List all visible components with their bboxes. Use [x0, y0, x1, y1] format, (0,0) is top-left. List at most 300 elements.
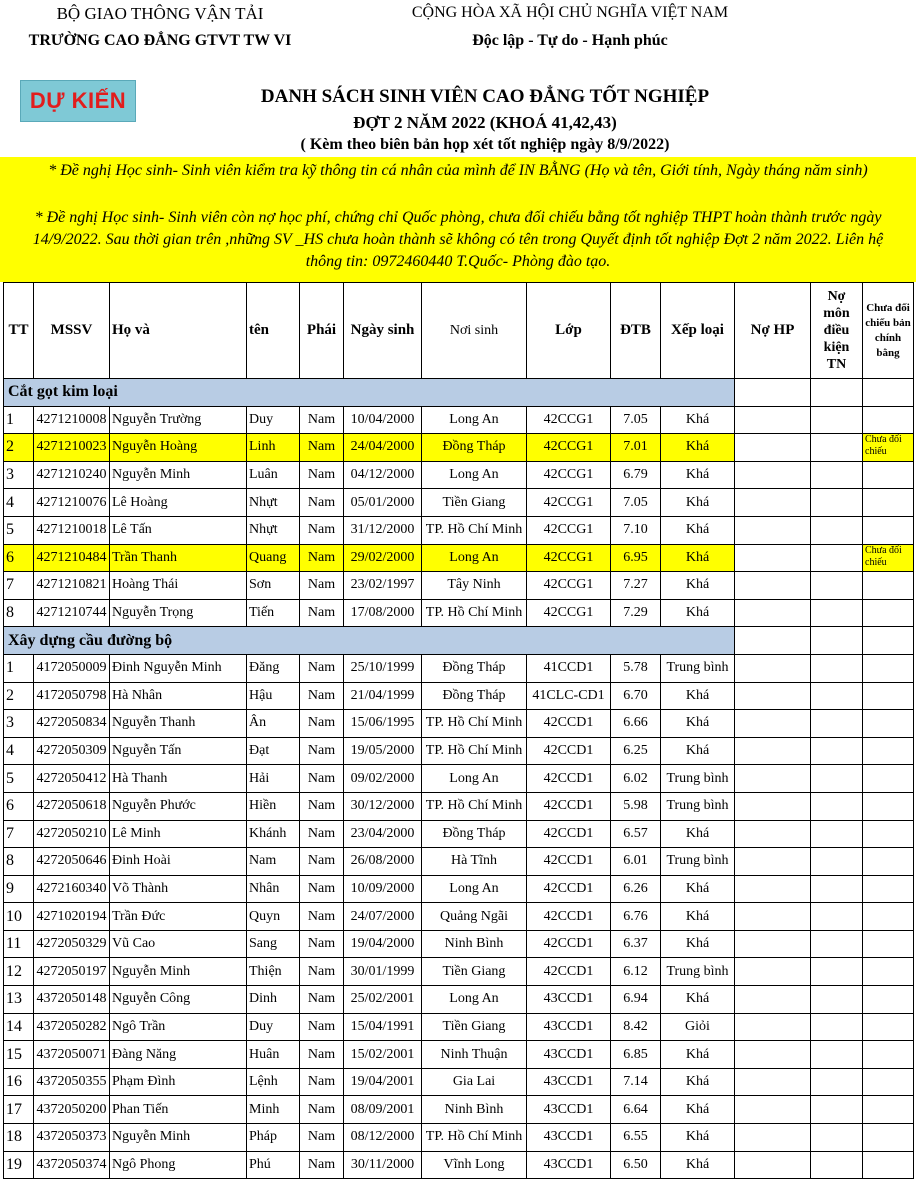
cell-mssv: 4271020194: [34, 903, 110, 931]
cell-ngaysinh: 23/04/2000: [344, 820, 422, 848]
cell-ngaysinh: 10/09/2000: [344, 875, 422, 903]
cell-tt: 16: [4, 1068, 34, 1096]
cell-phai: Nam: [300, 1013, 344, 1041]
cell-dtb: 7.27: [611, 572, 661, 600]
cell-ngaysinh: 15/06/1995: [344, 710, 422, 738]
cell-xeploai: Khá: [661, 930, 735, 958]
cell-note: Chưa đối chiếu: [863, 544, 914, 572]
cell-note: [863, 516, 914, 544]
cell-tt: 12: [4, 958, 34, 986]
cell-phai: Nam: [300, 765, 344, 793]
cell-nomon: [811, 710, 863, 738]
cell-dtb: 7.01: [611, 434, 661, 462]
cell-nomon: [811, 820, 863, 848]
cell-noisinh: Long An: [422, 461, 527, 489]
cell-mssv: 4172050798: [34, 682, 110, 710]
cell-tt: 2: [4, 434, 34, 462]
cell-tt: 15: [4, 1041, 34, 1069]
cell-ho: Nguyễn Minh: [110, 1124, 247, 1152]
cell-note: [863, 1013, 914, 1041]
table-row: [4, 958, 914, 986]
cell-nomon: [811, 406, 863, 434]
cell-noisinh: Đồng Tháp: [422, 434, 527, 462]
cell-phai: Nam: [300, 516, 344, 544]
cell-tt: 5: [4, 516, 34, 544]
cell-tt: 2: [4, 682, 34, 710]
cell-nomon: [811, 544, 863, 572]
cell-tt: 4: [4, 489, 34, 517]
cell-note: [863, 1151, 914, 1179]
cell-dtb: 8.42: [611, 1013, 661, 1041]
cell-ho: Nguyễn Minh: [110, 958, 247, 986]
cell-nohp: [735, 544, 811, 572]
cell-noisinh: Long An: [422, 765, 527, 793]
table-row: [4, 710, 914, 738]
cell-ngaysinh: 10/04/2000: [344, 406, 422, 434]
republic-name: CỘNG HÒA XÃ HỘI CHỦ NGHĨA VIỆT NAM: [411, 4, 729, 21]
cell-nohp: [735, 930, 811, 958]
cell-nomon: [811, 737, 863, 765]
cell-lop: 42CCD1: [527, 710, 611, 738]
cell-phai: Nam: [300, 1068, 344, 1096]
cell-noisinh: Hà Tĩnh: [422, 848, 527, 876]
cell-nohp: [735, 875, 811, 903]
cell-lop: 41CCD1: [527, 654, 611, 682]
cell-noisinh: Gia Lai: [422, 1068, 527, 1096]
cell-dtb: 6.01: [611, 848, 661, 876]
cell-noisinh: TP. Hồ Chí Minh: [422, 710, 527, 738]
cell-noisinh: Đồng Tháp: [422, 820, 527, 848]
cell-lop: 42CCG1: [527, 489, 611, 517]
col-nohp: Nợ HP: [735, 283, 811, 379]
cell-note: [863, 489, 914, 517]
cell-mssv: 4372050071: [34, 1041, 110, 1069]
cell-ho: Nguyễn Phước: [110, 792, 247, 820]
cell-xeploai: Khá: [661, 682, 735, 710]
cell-phai: Nam: [300, 572, 344, 600]
cell-nomon: [811, 434, 863, 462]
table-row: [4, 848, 914, 876]
cell-tt: 6: [4, 792, 34, 820]
cell-note: [863, 1041, 914, 1069]
cell-nomon: [811, 654, 863, 682]
cell-phai: Nam: [300, 544, 344, 572]
cell-ho: Nguyễn Thanh: [110, 710, 247, 738]
cell-tt: 7: [4, 820, 34, 848]
table-row: [4, 1041, 914, 1069]
cell-xeploai: Khá: [661, 544, 735, 572]
cell-dtb: 6.94: [611, 986, 661, 1014]
cell-ho: Hà Thanh: [110, 765, 247, 793]
cell-note: [863, 1124, 914, 1152]
table-row: [4, 737, 914, 765]
cell-mssv: 4271210018: [34, 516, 110, 544]
cell-xeploai: Khá: [661, 875, 735, 903]
cell-dtb: 6.55: [611, 1124, 661, 1152]
cell-nomon: [811, 958, 863, 986]
cell-note: [863, 986, 914, 1014]
cell-note: Chưa đối chiếu: [863, 434, 914, 462]
cell-phai: Nam: [300, 986, 344, 1014]
table-row: [4, 792, 914, 820]
cell-note: [863, 599, 914, 627]
cell-phai: Nam: [300, 599, 344, 627]
cell-mssv: 4272050646: [34, 848, 110, 876]
cell-ten: Pháp: [247, 1124, 300, 1152]
cell-dtb: 7.29: [611, 599, 661, 627]
cell-nohp: [735, 1068, 811, 1096]
cell-xeploai: Khá: [661, 820, 735, 848]
cell-ho: Ngô Trần: [110, 1013, 247, 1041]
table-row: [4, 930, 914, 958]
cell-note: [863, 765, 914, 793]
group-empty-cell: [863, 627, 914, 655]
table-body: [4, 379, 914, 1179]
cell-mssv: 4272050834: [34, 710, 110, 738]
cell-nohp: [735, 682, 811, 710]
cell-noisinh: Đồng Tháp: [422, 682, 527, 710]
cell-nohp: [735, 737, 811, 765]
cell-tt: 9: [4, 875, 34, 903]
cell-xeploai: Trung bình: [661, 654, 735, 682]
cell-nomon: [811, 682, 863, 710]
cell-nohp: [735, 1124, 811, 1152]
cell-noisinh: Long An: [422, 986, 527, 1014]
cell-note: [863, 875, 914, 903]
cell-nomon: [811, 489, 863, 517]
cell-mssv: 4271210076: [34, 489, 110, 517]
cell-mssv: 4271210008: [34, 406, 110, 434]
cell-phai: Nam: [300, 1041, 344, 1069]
cell-ten: Quang: [247, 544, 300, 572]
table-row: [4, 654, 914, 682]
cell-nomon: [811, 1096, 863, 1124]
cell-mssv: 4271210821: [34, 572, 110, 600]
cell-ten: Hậu: [247, 682, 300, 710]
table-row: [4, 1151, 914, 1179]
table-row: [4, 572, 914, 600]
cell-tt: 18: [4, 1124, 34, 1152]
group-header-row: [4, 379, 914, 407]
cell-lop: 42CCD1: [527, 765, 611, 793]
cell-xeploai: Khá: [661, 903, 735, 931]
cell-dtb: 5.78: [611, 654, 661, 682]
table-row: [4, 1013, 914, 1041]
cell-xeploai: Khá: [661, 737, 735, 765]
cell-nomon: [811, 1151, 863, 1179]
cell-phai: Nam: [300, 848, 344, 876]
notice-check-info: [0, 157, 916, 205]
cell-nohp: [735, 1096, 811, 1124]
cell-ngaysinh: 29/02/2000: [344, 544, 422, 572]
col-mssv: MSSV: [34, 283, 110, 379]
cell-lop: 43CCD1: [527, 986, 611, 1014]
cell-mssv: 4272050197: [34, 958, 110, 986]
col-ten: tên: [247, 283, 300, 379]
table-row: [4, 406, 914, 434]
cell-ngaysinh: 15/02/2001: [344, 1041, 422, 1069]
cell-mssv: 4272050412: [34, 765, 110, 793]
cell-nomon: [811, 848, 863, 876]
cell-dtb: 6.64: [611, 1096, 661, 1124]
cell-ngaysinh: 19/04/2000: [344, 930, 422, 958]
cell-ngaysinh: 21/04/1999: [344, 682, 422, 710]
cell-nomon: [811, 572, 863, 600]
table-row: [4, 986, 914, 1014]
cell-phai: Nam: [300, 737, 344, 765]
cell-lop: 43CCD1: [527, 1151, 611, 1179]
cell-phai: Nam: [300, 875, 344, 903]
cell-mssv: 4372050148: [34, 986, 110, 1014]
cell-ho: Phan Tiến: [110, 1096, 247, 1124]
cell-dtb: 6.76: [611, 903, 661, 931]
cell-ngaysinh: 26/08/2000: [344, 848, 422, 876]
cell-nomon: [811, 986, 863, 1014]
cell-ngaysinh: 30/01/1999: [344, 958, 422, 986]
cell-lop: 42CCG1: [527, 599, 611, 627]
cell-ngaysinh: 19/05/2000: [344, 737, 422, 765]
cell-phai: Nam: [300, 792, 344, 820]
cell-lop: 42CCD1: [527, 930, 611, 958]
cell-xeploai: Khá: [661, 516, 735, 544]
cell-tt: 1: [4, 654, 34, 682]
cell-lop: 42CCD1: [527, 820, 611, 848]
cell-note: [863, 461, 914, 489]
cell-nomon: [811, 792, 863, 820]
cell-ten: Thiện: [247, 958, 300, 986]
cell-tt: 17: [4, 1096, 34, 1124]
cell-ho: Phạm Đình: [110, 1068, 247, 1096]
cell-noisinh: Tây Ninh: [422, 572, 527, 600]
cell-xeploai: Khá: [661, 572, 735, 600]
table-row: [4, 875, 914, 903]
cell-ten: Đăng: [247, 654, 300, 682]
cell-dtb: 7.05: [611, 489, 661, 517]
cell-mssv: 4272160340: [34, 875, 110, 903]
cell-lop: 42CCG1: [527, 572, 611, 600]
table-row: [4, 599, 914, 627]
cell-nohp: [735, 489, 811, 517]
cell-mssv: 4172050009: [34, 654, 110, 682]
cell-ho: Vũ Cao: [110, 930, 247, 958]
cell-noisinh: Vĩnh Long: [422, 1151, 527, 1179]
cell-ten: Hiền: [247, 792, 300, 820]
cell-lop: 42CCG1: [527, 406, 611, 434]
cell-ngaysinh: 24/07/2000: [344, 903, 422, 931]
cell-xeploai: Trung bình: [661, 848, 735, 876]
cell-ngaysinh: 25/10/1999: [344, 654, 422, 682]
cell-xeploai: Trung bình: [661, 958, 735, 986]
cell-lop: 42CCD1: [527, 875, 611, 903]
cell-xeploai: Khá: [661, 1041, 735, 1069]
graduate-table: [3, 282, 914, 1179]
cell-ten: Lệnh: [247, 1068, 300, 1096]
cell-ten: Duy: [247, 1013, 300, 1041]
cell-nomon: [811, 1013, 863, 1041]
cell-tt: 3: [4, 710, 34, 738]
cell-ten: Luân: [247, 461, 300, 489]
cell-dtb: 6.02: [611, 765, 661, 793]
cell-note: [863, 572, 914, 600]
cell-ngaysinh: 30/12/2000: [344, 792, 422, 820]
table-row: [4, 903, 914, 931]
table-header-row: [4, 283, 914, 379]
notice-check-info-text: * Đề nghị Học sinh- Sinh viên kiểm tra kỹ thông tin cá nhân của mình để IN BẰNG (Họ và tên, Giới tính, Ngày tháng năm sinh): [48, 162, 868, 179]
cell-ten: Phú: [247, 1151, 300, 1179]
cell-dtb: 6.50: [611, 1151, 661, 1179]
cell-mssv: 4372050373: [34, 1124, 110, 1152]
cell-nomon: [811, 765, 863, 793]
cell-phai: Nam: [300, 903, 344, 931]
cell-lop: 42CCD1: [527, 737, 611, 765]
ministry-name: BỘ GIAO THÔNG VẬN TẢI: [56, 4, 264, 23]
cell-mssv: 4271210023: [34, 434, 110, 462]
cell-dtb: 6.25: [611, 737, 661, 765]
cell-phai: Nam: [300, 710, 344, 738]
cell-mssv: 4271210484: [34, 544, 110, 572]
cell-xeploai: Trung bình: [661, 765, 735, 793]
cell-ho: Ngô Phong: [110, 1151, 247, 1179]
cell-nohp: [735, 406, 811, 434]
cell-ngaysinh: 19/04/2001: [344, 1068, 422, 1096]
cell-dtb: 7.14: [611, 1068, 661, 1096]
cell-ngaysinh: 17/08/2000: [344, 599, 422, 627]
cell-noisinh: TP. Hồ Chí Minh: [422, 516, 527, 544]
cell-ngaysinh: 04/12/2000: [344, 461, 422, 489]
cell-ho: Võ Thành: [110, 875, 247, 903]
col-dtb: ĐTB: [611, 283, 661, 379]
cell-nohp: [735, 792, 811, 820]
cell-ten: Sơn: [247, 572, 300, 600]
cell-nomon: [811, 599, 863, 627]
group-empty-cell: [863, 379, 914, 407]
cell-ngaysinh: 05/01/2000: [344, 489, 422, 517]
cell-mssv: 4272050329: [34, 930, 110, 958]
document-reference: ( Kèm theo biên bản họp xét tốt nghiệp ngày 8/9/2022): [300, 136, 670, 153]
cell-nomon: [811, 875, 863, 903]
cell-ho: Lê Minh: [110, 820, 247, 848]
cell-noisinh: Long An: [422, 544, 527, 572]
cell-ho: Nguyễn Trường: [110, 406, 247, 434]
cell-lop: 42CCD1: [527, 792, 611, 820]
cell-lop: 42CCG1: [527, 461, 611, 489]
cell-mssv: 4372050200: [34, 1096, 110, 1124]
cell-ngaysinh: 25/02/2001: [344, 986, 422, 1014]
cell-mssv: 4372050355: [34, 1068, 110, 1096]
cell-xeploai: Khá: [661, 461, 735, 489]
cell-dtb: 6.66: [611, 710, 661, 738]
table-row: [4, 489, 914, 517]
cell-noisinh: Ninh Bình: [422, 930, 527, 958]
cell-tt: 1: [4, 406, 34, 434]
draft-stamp-label: DỰ KIẾN: [29, 88, 127, 113]
cell-phai: Nam: [300, 654, 344, 682]
cell-note: [863, 654, 914, 682]
cell-nomon: [811, 461, 863, 489]
col-ho: Họ và: [110, 283, 247, 379]
group-empty-cell: [811, 627, 863, 655]
cell-ngaysinh: 15/04/1991: [344, 1013, 422, 1041]
draft-stamp: [20, 80, 136, 122]
cell-tt: 8: [4, 848, 34, 876]
cell-nohp: [735, 820, 811, 848]
cell-ten: Nhựt: [247, 516, 300, 544]
col-tt: TT: [4, 283, 34, 379]
cell-lop: 43CCD1: [527, 1124, 611, 1152]
cell-nohp: [735, 710, 811, 738]
cell-dtb: 5.98: [611, 792, 661, 820]
cell-noisinh: Long An: [422, 406, 527, 434]
cell-ngaysinh: 30/11/2000: [344, 1151, 422, 1179]
cell-nohp: [735, 848, 811, 876]
cell-tt: 3: [4, 461, 34, 489]
cell-note: [863, 958, 914, 986]
col-noisinh: Nơi sinh: [422, 283, 527, 379]
cell-nohp: [735, 434, 811, 462]
cell-ten: Sang: [247, 930, 300, 958]
cell-tt: 10: [4, 903, 34, 931]
cell-dtb: 6.37: [611, 930, 661, 958]
cell-nohp: [735, 654, 811, 682]
col-ngaysinh: Ngày sinh: [344, 283, 422, 379]
cell-phai: Nam: [300, 406, 344, 434]
cell-dtb: 6.26: [611, 875, 661, 903]
cell-ho: Trần Đức: [110, 903, 247, 931]
cell-mssv: 4372050374: [34, 1151, 110, 1179]
cell-xeploai: Trung bình: [661, 792, 735, 820]
cell-ho: Hà Nhân: [110, 682, 247, 710]
school-name: TRƯỜNG CAO ĐẲNG GTVT TW VI: [28, 32, 292, 49]
cell-lop: 42CCD1: [527, 903, 611, 931]
cell-xeploai: Khá: [661, 406, 735, 434]
cell-dtb: 6.95: [611, 544, 661, 572]
cell-noisinh: Ninh Thuận: [422, 1041, 527, 1069]
cell-nohp: [735, 516, 811, 544]
cell-ten: Duy: [247, 406, 300, 434]
cell-nomon: [811, 516, 863, 544]
group-empty-cell: [811, 379, 863, 407]
cell-nomon: [811, 903, 863, 931]
cell-dtb: 6.85: [611, 1041, 661, 1069]
cell-lop: 42CCG1: [527, 544, 611, 572]
cell-note: [863, 930, 914, 958]
cell-ho: Nguyễn Tấn: [110, 737, 247, 765]
cell-ten: Ân: [247, 710, 300, 738]
cell-ngaysinh: 31/12/2000: [344, 516, 422, 544]
cell-ho: Trần Thanh: [110, 544, 247, 572]
cell-lop: 43CCD1: [527, 1041, 611, 1069]
cell-lop: 42CCD1: [527, 958, 611, 986]
cell-phai: Nam: [300, 1124, 344, 1152]
cell-mssv: 4271210240: [34, 461, 110, 489]
cell-ten: Minh: [247, 1096, 300, 1124]
cell-ho: Hoàng Thái: [110, 572, 247, 600]
cell-phai: Nam: [300, 434, 344, 462]
cell-nomon: [811, 1041, 863, 1069]
cell-phai: Nam: [300, 1096, 344, 1124]
cell-xeploai: Khá: [661, 599, 735, 627]
cell-nohp: [735, 461, 811, 489]
cell-ho: Nguyễn Hoàng: [110, 434, 247, 462]
cell-lop: 43CCD1: [527, 1096, 611, 1124]
cell-nomon: [811, 1068, 863, 1096]
cell-lop: 42CCD1: [527, 848, 611, 876]
group-empty-cell: [735, 627, 811, 655]
cell-nohp: [735, 958, 811, 986]
cell-noisinh: TP. Hồ Chí Minh: [422, 737, 527, 765]
cell-dtb: 6.79: [611, 461, 661, 489]
national-motto: Độc lập - Tự do - Hạnh phúc: [472, 32, 668, 49]
